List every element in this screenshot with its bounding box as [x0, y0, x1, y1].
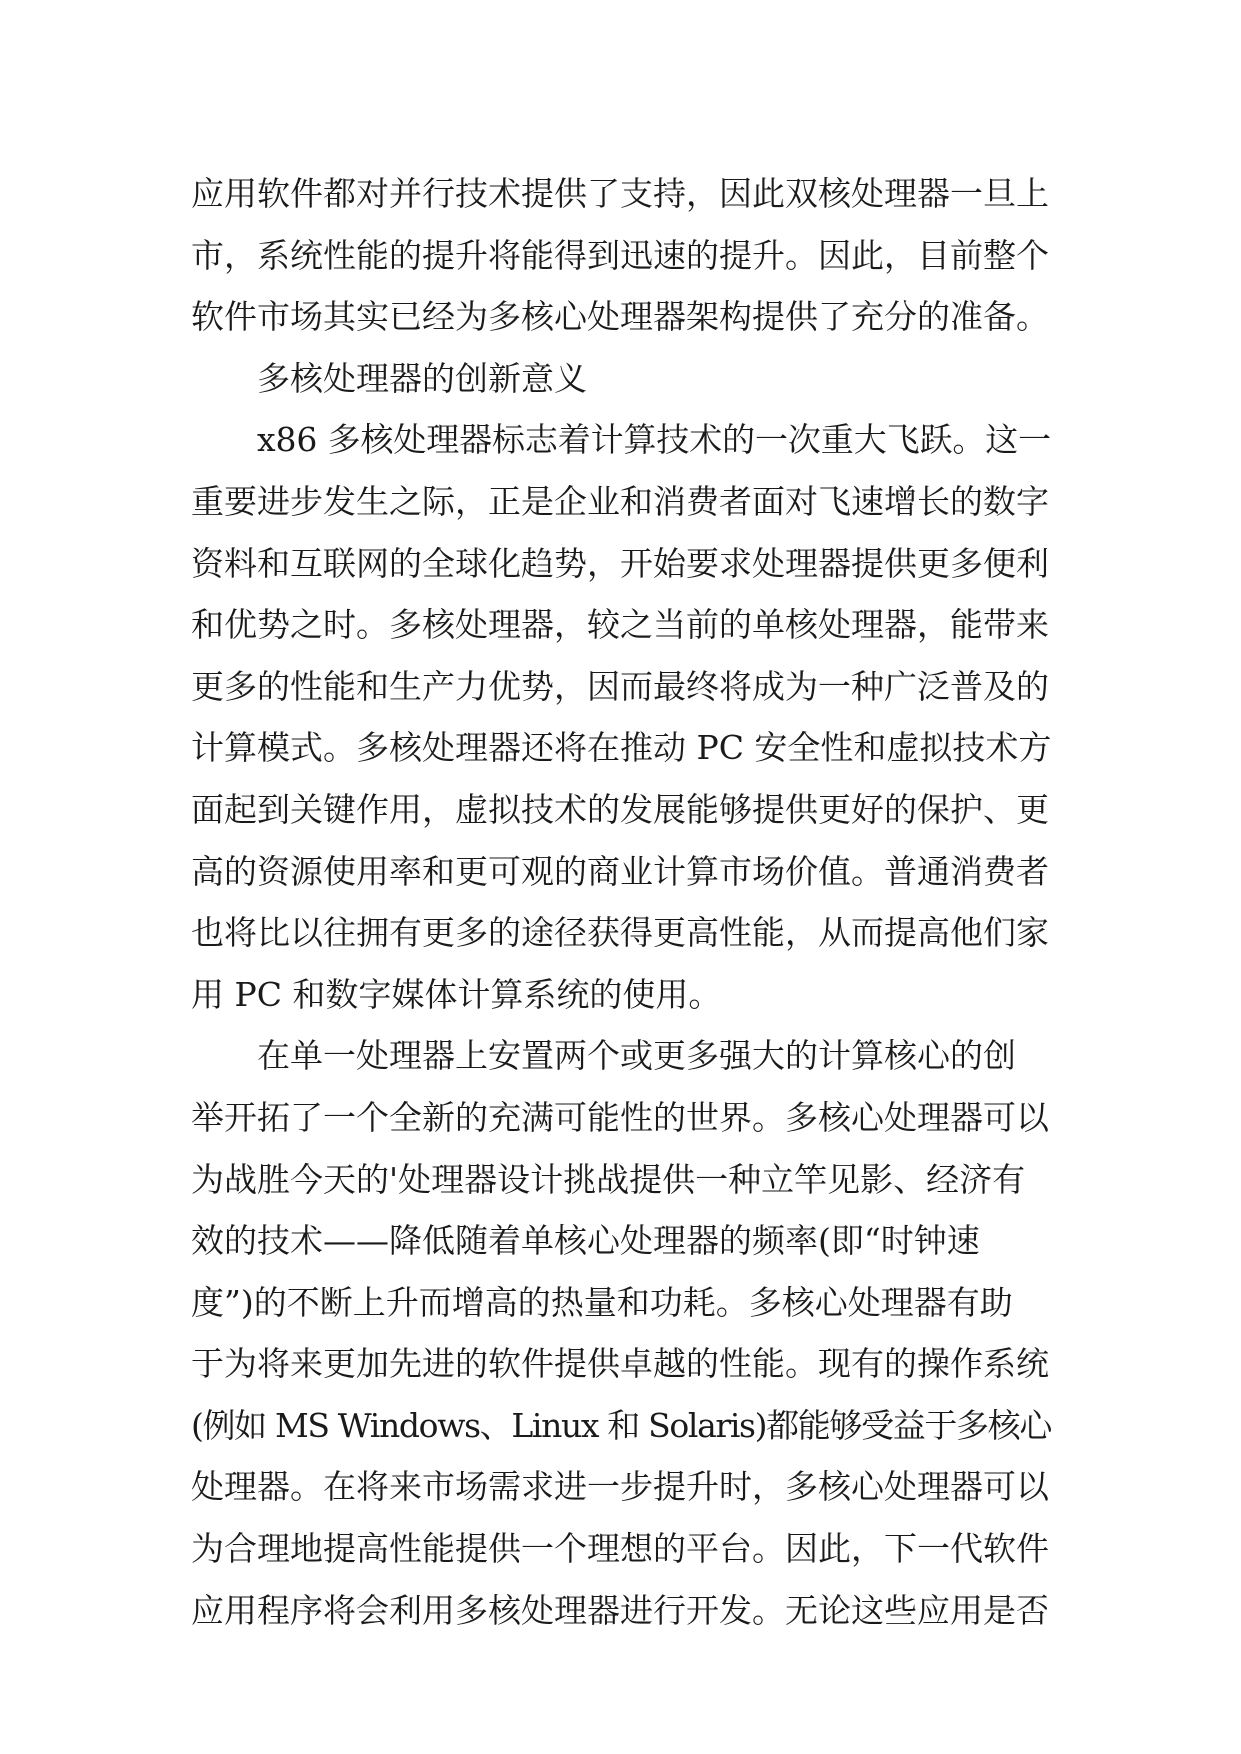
text-line: 重要进步发生之际，正是企业和消费者面对飞速增长的数字	[191, 481, 1049, 521]
text-line: 应用软件都对并行技术提供了支持，因此双核处理器一旦上	[191, 174, 1049, 213]
text-line: 市，系统性能的提升将能得到迅速的提升。因此，目前整个	[191, 235, 1049, 275]
text-line: 多核处理器的创新意义	[257, 358, 587, 398]
text-line: (例如 MS Windows、Linux 和 Solaris)都能够受益于多核心	[191, 1405, 1051, 1445]
text-line: 为合理地提高性能提供一个理想的平台。因此，下一代软件	[191, 1529, 1049, 1569]
text-line: 举开拓了一个全新的充满可能性的世界。多核心处理器可以	[191, 1097, 1049, 1137]
text-line: 更多的性能和生产力优势，因而最终将成为一种广泛普及的	[191, 666, 1049, 706]
body-text	[191, 163, 1051, 1641]
text-line: 面起到关键作用，虚拟技术的发展能够提供更好的保护、更	[191, 789, 1049, 829]
text-line: 为战胜今天的'处理器设计挑战提供一种立竿见影、经济有	[191, 1159, 1026, 1199]
text-line: 软件市场其实已经为多核心处理器架构提供了充分的准备。	[191, 297, 1049, 337]
text-line: 于为将来更加先进的软件提供卓越的性能。现有的操作系统	[191, 1344, 1049, 1384]
text-line: 高的资源使用率和更可观的商业计算市场价值。普通消费者	[191, 851, 1049, 891]
text-line: x86 多核处理器标志着计算技术的一次重大飞跃。这一	[257, 420, 1051, 460]
text-line: 也将比以往拥有更多的途径获得更高性能，从而提高他们家	[191, 913, 1049, 953]
text-line: 计算模式。多核处理器还将在推动 PC 安全性和虚拟技术方	[191, 728, 1052, 768]
text-line: 应用程序将会利用多核处理器进行开发。无论这些应用是否	[191, 1590, 1049, 1630]
text-line: 用 PC 和数字媒体计算系统的使用。	[191, 974, 722, 1014]
text-line: 在单一处理器上安置两个或更多强大的计算核心的创	[257, 1036, 1016, 1076]
text-line: 资料和互联网的全球化趋势，开始要求处理器提供更多便利	[191, 543, 1049, 583]
text-line: 度”)的不断上升而增高的热量和功耗。多核心处理器有助	[191, 1282, 1013, 1322]
text-line: 效的技术——降低随着单核心处理器的频率(即“时钟速	[191, 1221, 980, 1261]
text-line: 处理器。在将来市场需求进一步提升时，多核心处理器可以	[191, 1467, 1049, 1507]
text-line: 和优势之时。多核处理器，较之当前的单核处理器，能带来	[191, 605, 1049, 645]
